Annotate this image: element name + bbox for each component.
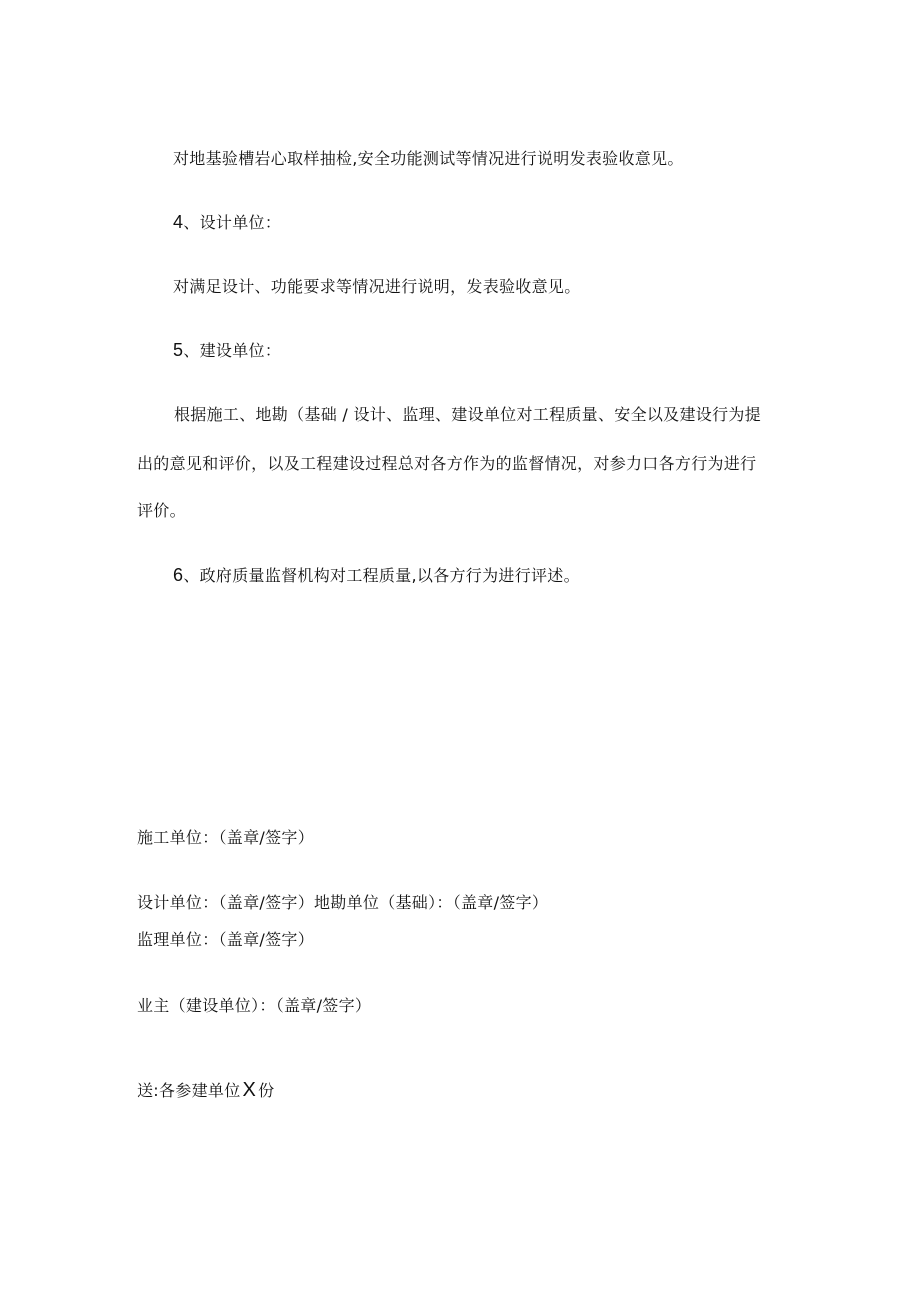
section6-heading-text: 、政府质量监督机构对工程质量,以各方行为进行评述。 xyxy=(183,566,580,585)
distribution-prefix: 送:各参建单位 xyxy=(137,1081,241,1100)
signature-supervision: 监理单位：（盖章/签字） xyxy=(137,930,314,949)
section5-body-line1: 根据施工、地勘（基础 / 设计、监理、建设单位对工程质量、安全以及建设行为提 xyxy=(174,405,761,424)
distribution-count: X xyxy=(242,1079,257,1101)
section5-body-line2: 出的意见和评价，以及工程建设过程总对各方作为的监督情况，对参力口各方行为进行 xyxy=(137,454,757,473)
section4-heading xyxy=(173,212,281,233)
section5-heading-text: 、建设单位： xyxy=(183,341,282,360)
signature-design-survey: 设计单位：（盖章/签字）地勘单位（基础）：（盖章/签字） xyxy=(137,893,549,912)
section4-body: 对满足设计、功能要求等情况进行说明，发表验收意见。 xyxy=(173,277,581,296)
signature-construction: 施工单位：（盖章/签字） xyxy=(137,828,314,847)
distribution-line xyxy=(137,1080,274,1101)
section6-number: 6 xyxy=(173,565,184,585)
section4-heading-text: 、设计单位： xyxy=(183,213,282,232)
distribution-suffix: 份 xyxy=(258,1081,275,1100)
section5-heading xyxy=(173,340,281,361)
section4-number: 4 xyxy=(173,212,184,232)
section5-body-line3: 评价。 xyxy=(137,501,186,520)
section6-heading xyxy=(173,565,580,586)
signature-owner: 业主（建设单位）：（盖章/签字） xyxy=(137,996,372,1015)
section5-number: 5 xyxy=(173,340,184,360)
section3-body: 对地基验槽岩心取样抽检,安全功能测试等情况进行说明发表验收意见。 xyxy=(173,149,684,168)
